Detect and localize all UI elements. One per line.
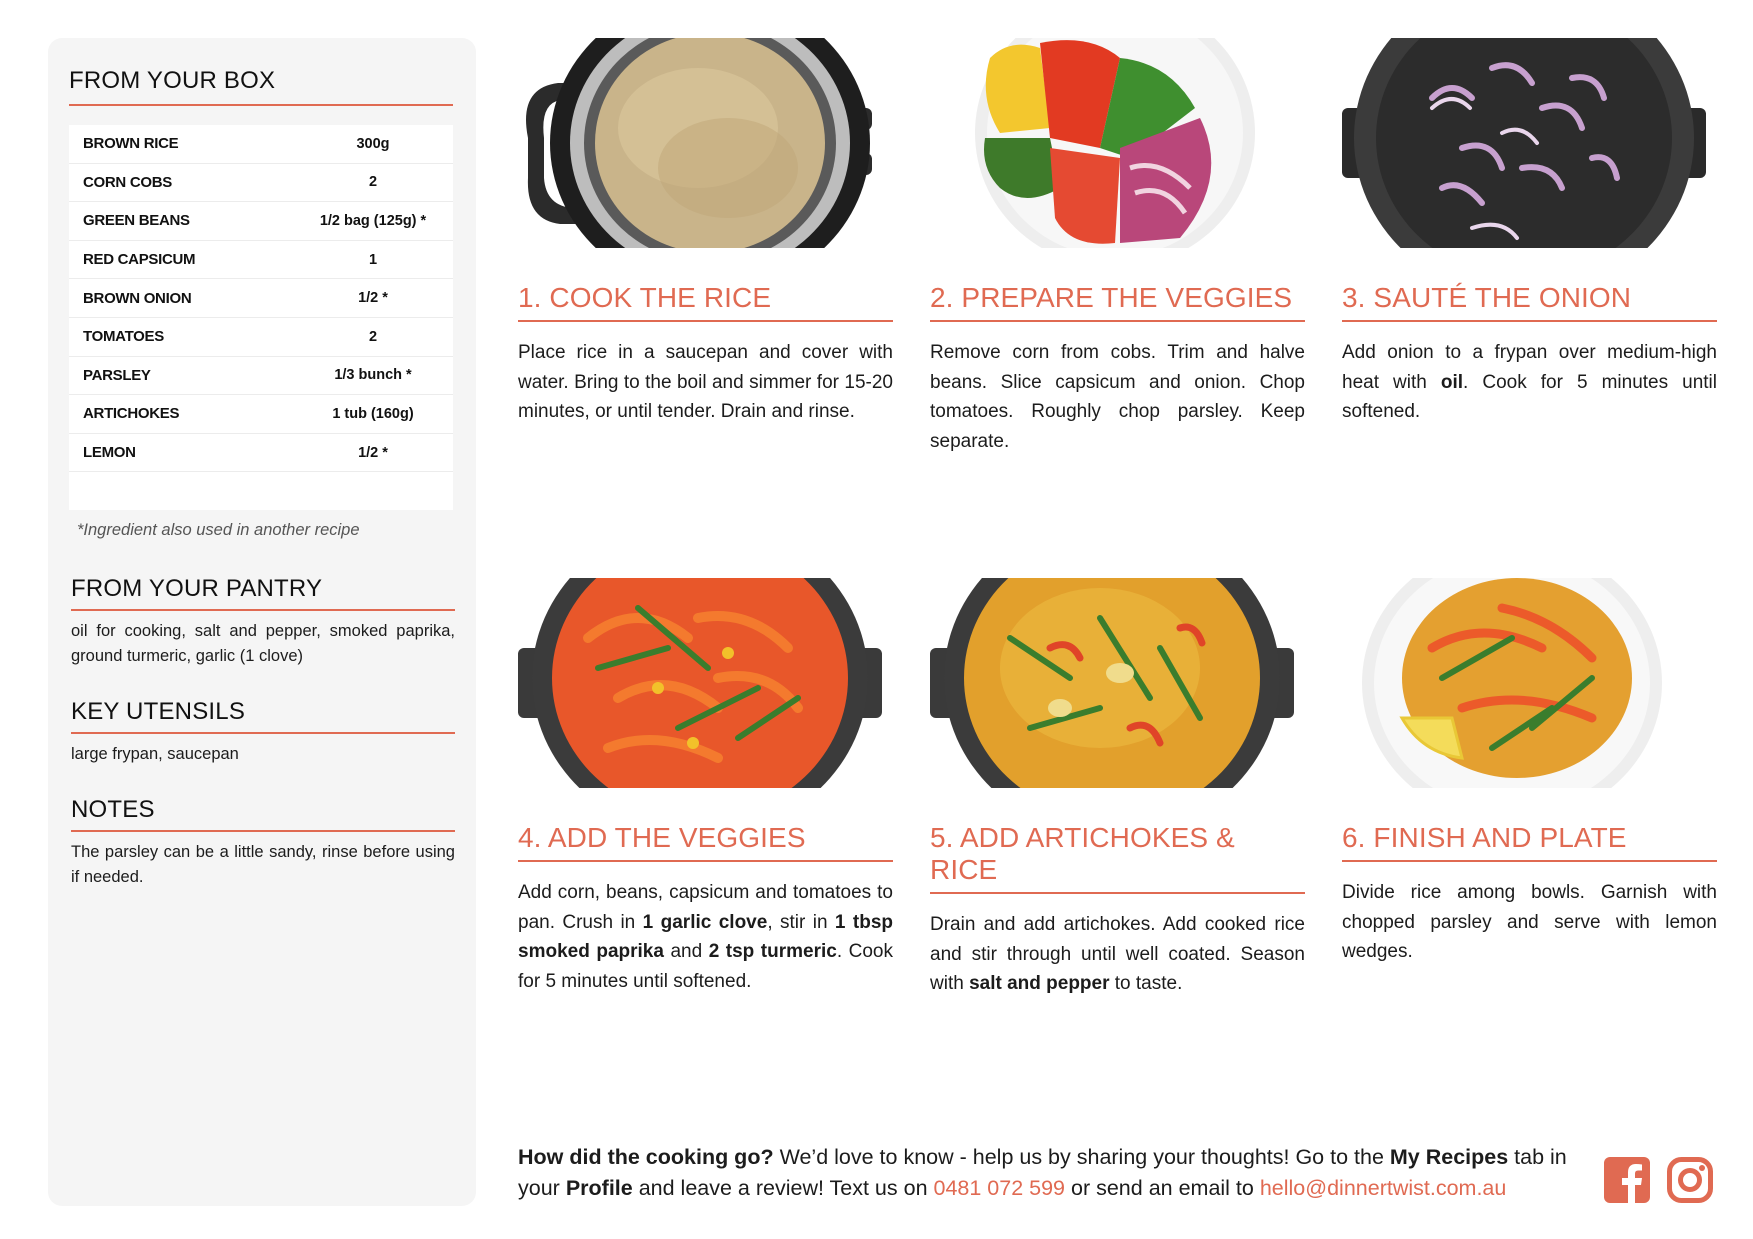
step-1-text: Place rice in a saucepan and cover with water. Bring to the boil and simmer for 15-20 minutes, or until tender. Drain and rinse. — [518, 342, 893, 422]
table-row — [69, 395, 453, 434]
ingredient-name: BROWN RICE — [83, 135, 179, 153]
box-footnote: *Ingredient also used in another recipe — [77, 521, 360, 539]
ingredient-quantity: 300g — [356, 135, 390, 152]
step-1-photo — [518, 38, 882, 248]
step-1-title: 1. COOK THE RICE — [518, 282, 772, 313]
notes-text: The parsley can be a little sandy, rinse before using if needed. — [71, 843, 455, 886]
step-4-title: 4. ADD THE VEGGIES — [518, 822, 806, 853]
ingredient-name: CORN COBS — [83, 173, 172, 191]
phone-link[interactable]: 0481 072 599 — [933, 1176, 1066, 1200]
table-row — [69, 202, 453, 241]
step-2-title: 2. PREPARE THE VEGGIES — [930, 282, 1293, 313]
ingredient-quantity: 2 — [368, 174, 378, 191]
ingredient-name: ARTICHOKES — [83, 405, 180, 423]
step-6-text: Divide rice among bowls. Garnish with chopped parsley and serve with lemon wedges. — [1342, 882, 1717, 962]
ingredient-quantity: 1 — [368, 251, 378, 268]
profile-name: Profile — [565, 1176, 633, 1200]
ingredient-quantity: 1/2 * — [358, 290, 388, 307]
step-2-text: Remove corn from cobs. Trim and halve beans. Slice capsicum and onion. Chop tomatoes. Roughly chop parsley. Keep separate. — [930, 342, 1305, 452]
table-row — [69, 164, 453, 203]
ingredient-name: PARSLEY — [83, 366, 151, 384]
step-5-rule — [930, 892, 1305, 894]
table-row — [69, 318, 453, 357]
step-6-rule — [1342, 860, 1717, 862]
instagram-icon[interactable] — [1667, 1157, 1713, 1203]
feedback-question: How did the cooking go? — [518, 1145, 774, 1169]
step-1-rule — [518, 320, 893, 322]
table-row — [69, 241, 453, 280]
step-3-rule — [1342, 320, 1717, 322]
feedback-footer: How did the cooking go? We’d love to know - help us by sharing your thoughts! Go to the My Recipes tab in your Profile and leave a review! Text us on 0481 072 599 or send an email to hello@dinnertwist.com.au — [518, 1145, 1567, 1200]
ingredient-name: TOMATOES — [83, 328, 164, 346]
step-2-photo — [930, 38, 1294, 248]
email-link[interactable]: hello@dinnertwist.com.au — [1259, 1176, 1507, 1200]
step-4-photo — [518, 578, 882, 788]
step-4 — [518, 578, 893, 996]
box-title-rule — [69, 104, 453, 106]
table-row — [69, 279, 453, 318]
ingredient-name: RED CAPSICUM — [83, 251, 196, 269]
ingredient-name: LEMON — [83, 444, 136, 462]
step-4-rule — [518, 860, 893, 862]
ingredient-quantity: 2 — [368, 328, 378, 345]
step-6 — [1342, 578, 1717, 967]
step-5 — [930, 578, 1305, 999]
table-row — [69, 434, 453, 473]
utensils-title-rule — [71, 732, 455, 734]
table-row — [69, 357, 453, 396]
utensils-text: large frypan, saucepan — [71, 745, 239, 763]
step-2 — [930, 38, 1305, 456]
step-1 — [518, 38, 893, 427]
ingredient-quantity: 1/3 bunch * — [334, 367, 412, 384]
ingredient-quantity: 1/2 bag (125g) * — [319, 212, 427, 229]
step-5-photo — [930, 578, 1294, 788]
step-4-text: Add corn, beans, capsicum and tomatoes to pan. Crush in 1 garlic clove, stir in 1 tbsp smoked paprika and 2 tsp turmeric. Cook for 5 minutes until softened. — [518, 882, 894, 992]
step-3 — [1342, 38, 1717, 427]
step-6-photo — [1342, 578, 1706, 788]
table-row — [69, 125, 453, 164]
notes-section-title: NOTES — [71, 796, 155, 823]
step-5-title: 5. ADD ARTICHOKES & RICE — [930, 822, 1235, 885]
ingredient-quantity: 1 tub (160g) — [332, 405, 414, 422]
pantry-title-rule — [71, 609, 455, 611]
step-3-title: 3. SAUTÉ THE ONION — [1342, 282, 1632, 313]
ingredient-name: GREEN BEANS — [83, 212, 190, 230]
step-5-text: Drain and add artichokes. Add cooked rice and stir through until well coated. Season with salt and pepper to taste. — [930, 914, 1305, 994]
step-3-text: Add onion to a frypan over medium-high heat with oil. Cook for 5 minutes until softened. — [1342, 342, 1717, 422]
notes-title-rule — [71, 830, 455, 832]
step-3-photo — [1342, 38, 1706, 248]
box-section-title: FROM YOUR BOX — [69, 67, 276, 94]
ingredient-name: BROWN ONION — [83, 289, 192, 307]
step-6-title: 6. FINISH AND PLATE — [1342, 822, 1627, 853]
utensils-section-title: KEY UTENSILS — [71, 698, 246, 725]
pantry-text: oil for cooking, salt and pepper, smoked paprika, ground turmeric, garlic (1 clove) — [71, 622, 455, 665]
ingredient-quantity: 1/2 * — [358, 444, 388, 461]
my-recipes-tab-name: My Recipes — [1389, 1145, 1509, 1169]
step-2-rule — [930, 320, 1305, 322]
pantry-section-title: FROM YOUR PANTRY — [71, 575, 323, 602]
table-row-empty — [69, 472, 453, 510]
facebook-icon[interactable] — [1604, 1157, 1650, 1203]
ingredients-sidebar — [48, 38, 476, 1206]
box-ingredient-table — [69, 125, 453, 510]
